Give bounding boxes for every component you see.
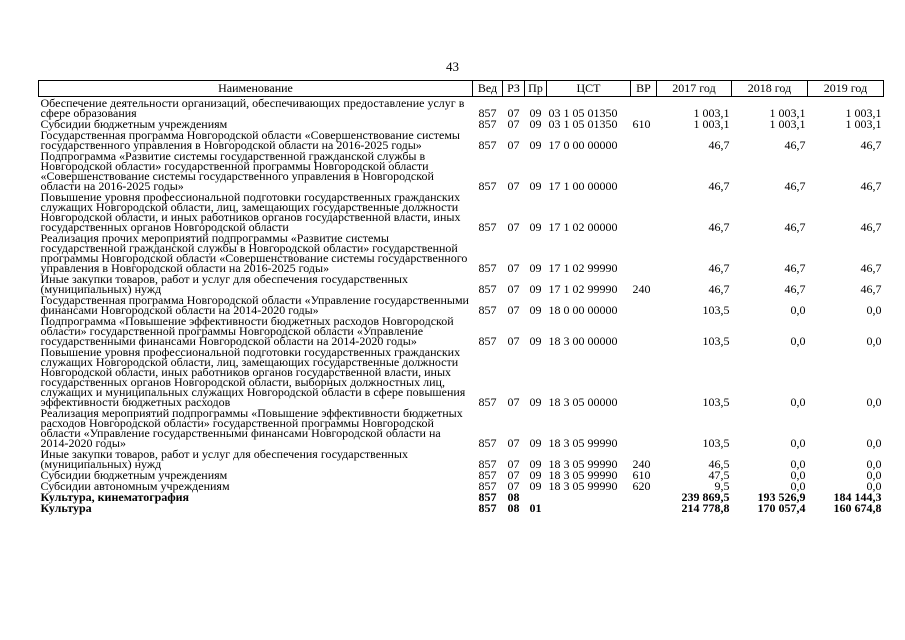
cell-2017: 103,5	[702, 436, 730, 450]
cell-cst: 17 1 02 00000	[548, 220, 618, 234]
cell-2018: 0,0	[790, 436, 806, 450]
cell-cst: 18 3 05 00000	[548, 395, 618, 409]
cell-2017: 46,5	[708, 457, 730, 471]
cell-2018: 46,7	[784, 179, 806, 193]
cell-vr: 240	[632, 457, 651, 471]
cell-2017: 46,7	[708, 179, 730, 193]
cell-name: Повышение уровня профессиональной подготовки государственных гражданских служащих Новгородской области, лиц, замещающих государственные должности Новгородской области, и иных работников органов государственной власти, иных государственных органов Новгородской области	[40, 190, 461, 234]
cell-ved: 857	[478, 179, 497, 193]
cell-2018: 0,0	[790, 395, 806, 409]
budget-table	[38, 80, 884, 513]
cell-vr	[631, 315, 657, 346]
cell-2017: 46,7	[708, 261, 730, 275]
cell-name: Культура, кинематография	[40, 490, 190, 504]
cell-cst: 17 1 02 99990	[548, 261, 618, 275]
cell-2017: 103,5	[702, 303, 730, 317]
cell-name: Субсидии бюджетным учреждениям	[40, 468, 228, 482]
col-header-2019: 2019 год	[808, 81, 884, 97]
cell-ved: 857	[478, 395, 497, 409]
col-header-name: Наименование	[39, 81, 473, 97]
cell-rz: 07	[507, 179, 520, 193]
cell-cst: 18 3 05 99990	[548, 468, 618, 482]
cell-rz: 07	[507, 479, 520, 493]
cell-vr	[631, 502, 657, 513]
cell-2018: 46,7	[784, 138, 806, 152]
cell-name: Субсидии бюджетным учреждениям	[40, 117, 228, 131]
cell-rz: 08	[507, 501, 520, 515]
cell-2017: 46,7	[708, 282, 730, 296]
cell-ved: 857	[478, 220, 497, 234]
table-row	[39, 346, 884, 407]
cell-pr: 09	[529, 106, 542, 120]
cell-2018: 46,7	[784, 282, 806, 296]
cell-rz: 07	[507, 138, 520, 152]
cell-2019: 0,0	[866, 303, 882, 317]
cell-2017: 214 778,8	[681, 501, 730, 515]
cell-cst: 18 3 00 00000	[548, 334, 618, 348]
cell-2019: 0,0	[866, 479, 882, 493]
cell-2017: 47,5	[708, 468, 730, 482]
cell-rz: 07	[507, 457, 520, 471]
col-header-vr: ВР	[631, 81, 657, 97]
cell-pr: 09	[529, 436, 542, 450]
cell-cst: 18 0 00 00000	[548, 303, 618, 317]
cell-ved: 857	[478, 261, 497, 275]
cell-cst: 17 1 02 99990	[548, 282, 618, 296]
col-header-2018: 2018 год	[732, 81, 808, 97]
col-header-pr: Пр	[525, 81, 547, 97]
cell-name: Реализация прочих мероприятий подпрограммы «Развитие системы государственной гражданской службы в Новгородской области» государственной программы Новгородской области «Совершенствование системы государственного управления в Новгородской области на 2016-2025 годы»	[40, 231, 468, 275]
cell-2018: 170 057,4	[757, 501, 806, 515]
cell-ved: 857	[478, 334, 497, 348]
table-row	[39, 232, 884, 273]
col-header-ved: Вед	[473, 81, 503, 97]
cell-cst: 18 3 05 99990	[548, 479, 618, 493]
cell-name: Государственная программа Новгородской области «Совершенствование системы государственного управления в Новгородской области на 2016-2025 годы»	[40, 128, 460, 152]
cell-2019: 1 003,1	[845, 106, 882, 120]
cell-2018: 0,0	[790, 468, 806, 482]
cell-2017: 1 003,1	[693, 106, 730, 120]
cell-rz: 07	[507, 117, 520, 131]
cell-2017: 46,7	[708, 138, 730, 152]
table-row	[39, 407, 884, 448]
cell-pr: 09	[529, 261, 542, 275]
cell-rz: 07	[507, 334, 520, 348]
cell-ved: 857	[478, 468, 497, 482]
cell-name: Подпрограмма «Развитие системы государственной гражданской службы в Новгородской области» государственной программы Новгородской области «Совершенствование системы государственного управления в Новгородской области на 2016-2025 годы»	[40, 149, 434, 193]
cell-vr	[631, 191, 657, 232]
cell-name: Культура	[40, 501, 92, 515]
cell-pr: 09	[529, 457, 542, 471]
cell-rz: 07	[507, 303, 520, 317]
cell-name: Иные закупки товаров, работ и услуг для обеспечения государственных (муниципальных) нужд	[40, 447, 408, 471]
cell-pr: 09	[529, 395, 542, 409]
table-row	[39, 448, 884, 469]
cell-rz: 07	[507, 261, 520, 275]
cell-vr: 610	[632, 468, 651, 482]
cell-2019: 0,0	[866, 457, 882, 471]
cell-2018: 0,0	[790, 457, 806, 471]
cell-2019: 46,7	[860, 138, 882, 152]
cell-ved: 857	[478, 106, 497, 120]
cell-rz: 07	[507, 282, 520, 296]
cell-cst	[547, 502, 631, 513]
col-header-2017: 2017 год	[657, 81, 732, 97]
cell-2018: 1 003,1	[769, 117, 806, 131]
cell-pr: 09	[529, 303, 542, 317]
cell-rz: 07	[507, 436, 520, 450]
cell-2017: 239 869,5	[681, 490, 730, 504]
cell-rz: 08	[507, 490, 520, 504]
cell-2019: 46,7	[860, 261, 882, 275]
cell-pr: 09	[529, 468, 542, 482]
cell-name: Государственная программа Новгородской области «Управление государственными финансами Новгородской области на 2014-2020 годы»	[40, 293, 469, 317]
col-header-cst: ЦСТ	[547, 81, 631, 97]
cell-cst: 17 0 00 00000	[548, 138, 618, 152]
cell-2018: 0,0	[790, 303, 806, 317]
cell-vr	[631, 129, 657, 150]
cell-2018: 0,0	[790, 479, 806, 493]
cell-2018: 46,7	[784, 220, 806, 234]
cell-2019: 1 003,1	[845, 117, 882, 131]
cell-2018: 46,7	[784, 261, 806, 275]
cell-pr: 01	[529, 501, 542, 515]
cell-ved: 857	[478, 117, 497, 131]
cell-pr: 09	[529, 179, 542, 193]
cell-rz: 07	[507, 106, 520, 120]
cell-name: Реализация мероприятий подпрограммы «Повышение эффективности бюджетных расходов Новгородской области» государственной программы Новгородской области «Управление государственными финансами Новгородской области на 2014-2020 годы»	[40, 406, 463, 450]
cell-2019: 0,0	[866, 395, 882, 409]
cell-2018: 193 526,9	[757, 490, 806, 504]
cell-cst: 18 3 05 99990	[548, 436, 618, 450]
table-row	[39, 273, 884, 294]
cell-ved: 857	[478, 138, 497, 152]
cell-2019: 46,7	[860, 220, 882, 234]
table-row	[39, 315, 884, 346]
cell-ved: 857	[478, 457, 497, 471]
cell-2019: 160 674,8	[833, 501, 882, 515]
cell-vr: 240	[632, 282, 651, 296]
cell-name: Субсидии автономным учреждениям	[40, 479, 230, 493]
cell-pr: 09	[529, 334, 542, 348]
cell-vr	[631, 97, 657, 119]
cell-rz: 07	[507, 395, 520, 409]
table-row	[39, 294, 884, 315]
cell-vr	[631, 407, 657, 448]
cell-ved: 857	[478, 479, 497, 493]
cell-2019: 0,0	[866, 334, 882, 348]
cell-name: Повышение уровня профессиональной подготовки государственных гражданских служащих Новгородской области, лиц, замещающих государственные должности Новгородской области, иных работников органов государственной власти, иных государственных органов Новгородской области, выборных должностных лиц, служащих и муниципальных служащих Новгородской области в сфере повышения эффективности бюджетных расходов	[40, 345, 466, 409]
table-row	[39, 150, 884, 191]
cell-2018: 0,0	[790, 334, 806, 348]
table-row	[39, 97, 884, 119]
cell-pr: 09	[529, 117, 542, 131]
page-number: 43	[446, 59, 459, 74]
cell-pr: 09	[529, 220, 542, 234]
cell-name: Иные закупки товаров, работ и услуг для обеспечения государственных (муниципальных) нужд	[40, 272, 408, 296]
table-row	[39, 491, 884, 502]
table-row	[39, 129, 884, 150]
cell-name: Обеспечение деятельности организаций, обеспечивающих предоставление услуг в сфере образования	[40, 96, 465, 120]
cell-2018: 1 003,1	[769, 106, 806, 120]
cell-2017: 103,5	[702, 395, 730, 409]
cell-rz: 07	[507, 468, 520, 482]
cell-2019: 0,0	[866, 468, 882, 482]
cell-pr: 09	[529, 138, 542, 152]
cell-vr: 610	[632, 117, 651, 131]
cell-vr	[631, 232, 657, 273]
table-header-row	[39, 81, 884, 97]
cell-cst: 17 1 00 00000	[548, 179, 618, 193]
cell-cst: 03 1 05 01350	[548, 106, 618, 120]
cell-ved: 857	[478, 436, 497, 450]
cell-2019: 46,7	[860, 282, 882, 296]
table-row	[39, 191, 884, 232]
cell-vr	[631, 294, 657, 315]
cell-ved: 857	[478, 501, 497, 515]
cell-cst: 18 3 05 99990	[548, 457, 618, 471]
cell-cst: 03 1 05 01350	[548, 117, 618, 131]
cell-vr: 620	[632, 479, 651, 493]
cell-2019: 46,7	[860, 179, 882, 193]
cell-2019: 0,0	[866, 436, 882, 450]
table-body	[39, 97, 884, 514]
cell-rz: 07	[507, 220, 520, 234]
cell-ved: 857	[478, 282, 497, 296]
cell-vr	[631, 150, 657, 191]
cell-2017: 1 003,1	[693, 117, 730, 131]
cell-vr	[631, 346, 657, 407]
cell-2019: 184 144,3	[833, 490, 882, 504]
cell-pr: 09	[529, 479, 542, 493]
col-header-rz: РЗ	[503, 81, 525, 97]
cell-pr: 09	[529, 282, 542, 296]
cell-2017: 46,7	[708, 220, 730, 234]
cell-2017: 103,5	[702, 334, 730, 348]
cell-2017: 9,5	[714, 479, 730, 493]
cell-ved: 857	[478, 303, 497, 317]
cell-ved: 857	[478, 490, 497, 504]
cell-name: Подпрограмма «Повышение эффективности бюджетных расходов Новгородской области» государственной программы Новгородской области «Управление государственными финансами Новгородской области на 2014-2020 годы»	[40, 314, 454, 348]
